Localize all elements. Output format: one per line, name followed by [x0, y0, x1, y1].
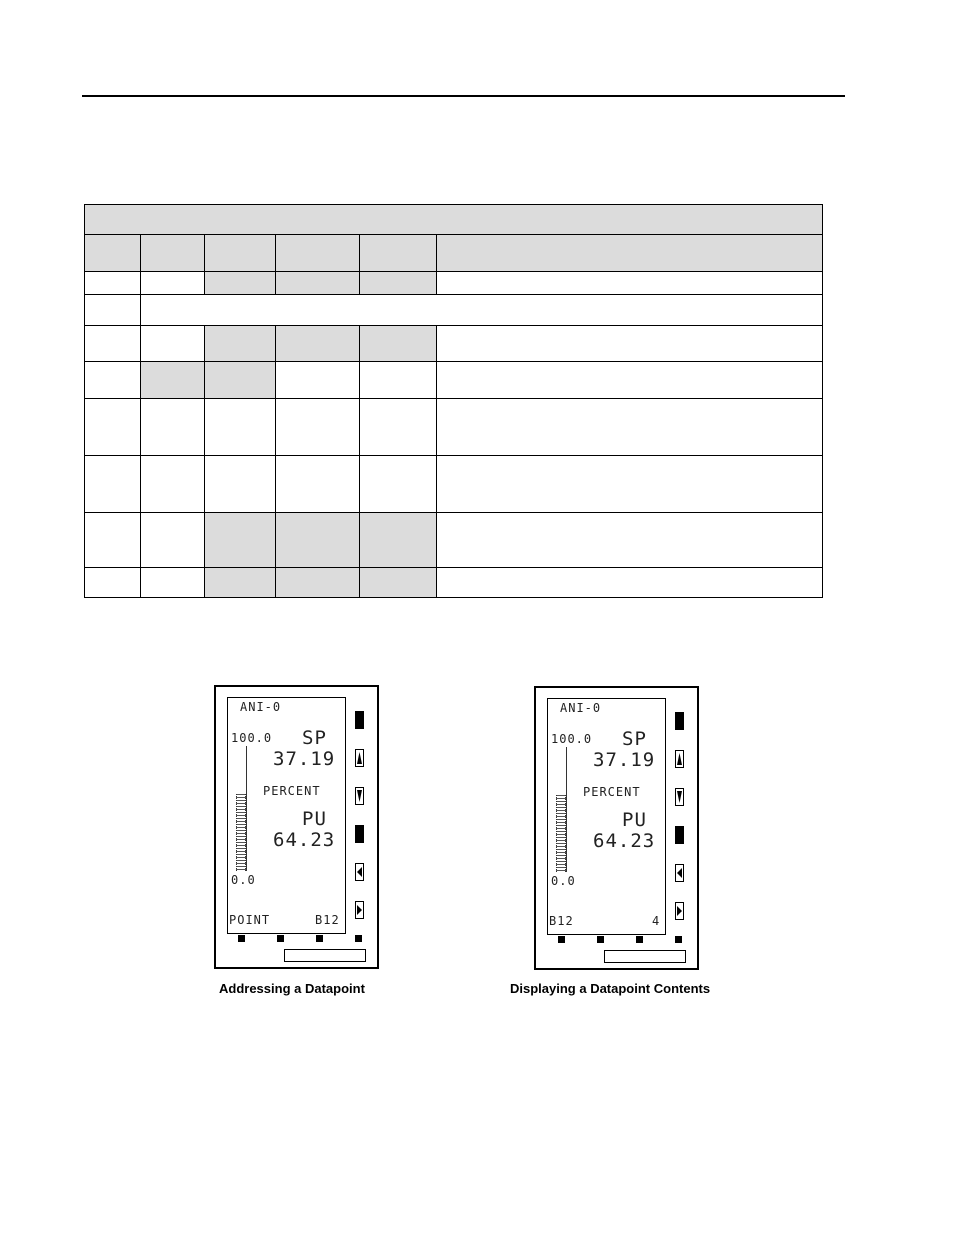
- table-cell: [85, 568, 141, 597]
- table-cell: [437, 399, 822, 456]
- table-cell: [276, 513, 360, 568]
- function-key-icon[interactable]: [355, 825, 364, 843]
- left-arrow-icon[interactable]: [675, 864, 684, 882]
- units-label: PERCENT: [263, 784, 321, 798]
- parameter-table: [84, 204, 823, 598]
- soft-key[interactable]: [675, 936, 682, 943]
- table-header-cell: [276, 235, 360, 272]
- left-arrow-icon[interactable]: [355, 863, 364, 881]
- soft-key[interactable]: [355, 935, 362, 942]
- table-cell: [437, 272, 822, 295]
- table-cell: [360, 399, 437, 456]
- scale-low: 0.0: [551, 874, 576, 888]
- up-arrow-icon[interactable]: [355, 749, 364, 767]
- header-rule: [82, 95, 845, 97]
- right-arrow-icon[interactable]: [355, 901, 364, 919]
- table-header-cell: [85, 235, 141, 272]
- table-header-cell: [360, 235, 437, 272]
- table-cell: [205, 568, 276, 597]
- table-cell: [437, 362, 822, 399]
- table-cell: [85, 272, 141, 295]
- table-cell: [360, 568, 437, 597]
- pv-bargraph: [236, 794, 246, 871]
- table-cell: [85, 326, 141, 362]
- table-span-cell: [141, 295, 822, 326]
- table-cell: [85, 399, 141, 456]
- soft-key[interactable]: [558, 936, 565, 943]
- bargraph-axis: [246, 746, 247, 871]
- sp-value: 37.19: [273, 748, 336, 770]
- soft-key[interactable]: [316, 935, 323, 942]
- table-header-cell: [437, 235, 822, 272]
- bottom-left-label: POINT: [229, 913, 271, 927]
- soft-key[interactable]: [238, 935, 245, 942]
- lcd-screen: [227, 697, 346, 934]
- table-title-row: [85, 205, 822, 235]
- pv-label: PU: [622, 809, 647, 831]
- table-cell: [141, 362, 205, 399]
- pv-label: PU: [302, 808, 327, 830]
- sp-label: SP: [622, 728, 647, 750]
- soft-key[interactable]: [597, 936, 604, 943]
- table-cell: [85, 295, 141, 326]
- bottom-left-label: B12: [549, 914, 574, 928]
- controller-faceplate-displaying: [534, 686, 699, 970]
- function-key-icon[interactable]: [355, 711, 364, 729]
- table-cell: [276, 568, 360, 597]
- soft-key[interactable]: [636, 936, 643, 943]
- table-cell: [141, 456, 205, 513]
- function-key-icon[interactable]: [675, 826, 684, 844]
- table-cell: [141, 399, 205, 456]
- table-cell: [360, 272, 437, 295]
- down-arrow-icon[interactable]: [355, 787, 364, 805]
- table-cell: [205, 399, 276, 456]
- table-cell: [437, 456, 822, 513]
- lcd-screen: [547, 698, 666, 935]
- soft-key[interactable]: [277, 935, 284, 942]
- label-slot: [284, 949, 366, 962]
- table-header-cell: [205, 235, 276, 272]
- figure-caption: Addressing a Datapoint: [219, 981, 365, 996]
- right-arrow-icon[interactable]: [675, 902, 684, 920]
- up-arrow-icon[interactable]: [675, 750, 684, 768]
- scale-high: 100.0: [551, 732, 593, 746]
- bargraph-axis: [566, 747, 567, 872]
- pv-value: 64.23: [593, 830, 656, 852]
- table-cell: [141, 568, 205, 597]
- down-arrow-icon[interactable]: [675, 788, 684, 806]
- table-cell: [205, 513, 276, 568]
- label-slot: [604, 950, 686, 963]
- table-cell: [360, 513, 437, 568]
- table-cell: [205, 326, 276, 362]
- table-cell: [85, 513, 141, 568]
- controller-faceplate-addressing: [214, 685, 379, 969]
- table-cell: [276, 362, 360, 399]
- table-cell: [141, 272, 205, 295]
- tag-name: ANI-0: [560, 701, 602, 715]
- table-cell: [205, 456, 276, 513]
- units-label: PERCENT: [583, 785, 641, 799]
- table-cell: [276, 326, 360, 362]
- function-key-icon[interactable]: [675, 712, 684, 730]
- table-cell: [360, 362, 437, 399]
- table-cell: [141, 513, 205, 568]
- table-cell: [360, 456, 437, 513]
- figure-caption: Displaying a Datapoint Contents: [510, 981, 711, 996]
- table-cell: [205, 272, 276, 295]
- table-cell: [205, 362, 276, 399]
- table-cell: [141, 326, 205, 362]
- table-cell: [276, 399, 360, 456]
- table-cell: [85, 362, 141, 399]
- pv-value: 64.23: [273, 829, 336, 851]
- table-cell: [276, 456, 360, 513]
- table-cell: [85, 456, 141, 513]
- table-header-cell: [141, 235, 205, 272]
- scale-high: 100.0: [231, 731, 273, 745]
- scale-low: 0.0: [231, 873, 256, 887]
- bottom-right-label: B12: [315, 913, 340, 927]
- table-cell: [360, 326, 437, 362]
- tag-name: ANI-0: [240, 700, 282, 714]
- sp-value: 37.19: [593, 749, 656, 771]
- bottom-right-label: 4: [652, 914, 661, 928]
- pv-bargraph: [556, 795, 566, 872]
- table-cell: [437, 568, 822, 597]
- sp-label: SP: [302, 727, 327, 749]
- table-cell: [437, 326, 822, 362]
- table-cell: [437, 513, 822, 568]
- table-cell: [276, 272, 360, 295]
